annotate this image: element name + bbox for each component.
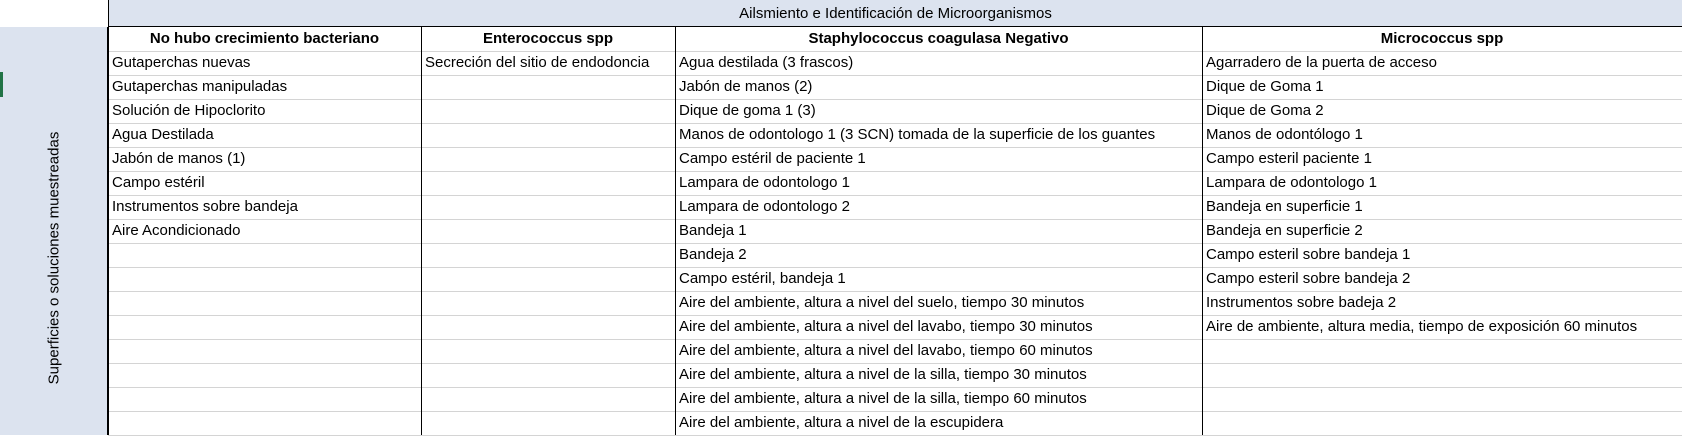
table-cell[interactable]: Bandeja 2 <box>679 246 747 263</box>
table-cell[interactable]: Instrumentos sobre bandeja <box>112 198 298 215</box>
table-cell[interactable]: Campo estéril, bandeja 1 <box>679 270 846 287</box>
table-cell[interactable]: Aire del ambiente, altura a nivel del suelo, tiempo 30 minutos <box>679 294 1085 311</box>
table-cell[interactable]: Agua Destilada <box>112 126 214 143</box>
column-header[interactable]: Micrococcus spp <box>1380 30 1504 47</box>
table-cell[interactable]: Lampara de odontologo 2 <box>679 198 850 215</box>
table-cell[interactable]: Aire del ambiente, altura a nivel de la silla, tiempo 30 minutos <box>679 366 1087 383</box>
column-header[interactable]: No hubo crecimiento bacteriano <box>149 30 380 47</box>
row-selection-marker <box>0 72 3 97</box>
table-cell[interactable]: Campo estéril de paciente 1 <box>679 150 866 167</box>
table-cell[interactable]: Jabón de manos (2) <box>679 78 813 95</box>
corner-cell[interactable] <box>0 0 108 28</box>
table-cell[interactable]: Instrumentos sobre badeja 2 <box>1206 294 1397 311</box>
table-cell[interactable]: Dique de Goma 1 <box>1206 78 1324 95</box>
table-cell[interactable]: Bandeja en superficie 1 <box>1206 198 1363 215</box>
table-cell[interactable]: Aire del ambiente, altura a nivel de la silla, tiempo 60 minutos <box>679 390 1087 407</box>
table-cell[interactable]: Campo esteril paciente 1 <box>1206 150 1372 167</box>
table-cell[interactable]: Gutaperchas manipuladas <box>112 78 288 95</box>
table-cell[interactable]: Bandeja en superficie 2 <box>1206 222 1363 239</box>
table-cell[interactable]: Gutaperchas nuevas <box>112 54 251 71</box>
table-cell[interactable]: Solución de Hipoclorito <box>112 102 266 119</box>
column-header[interactable]: Enterococcus spp <box>482 30 614 47</box>
table-cell[interactable]: Agua destilada (3 frascos) <box>679 54 854 71</box>
table-cell[interactable]: Aire del ambiente, altura a nivel del lavabo, tiempo 60 minutos <box>679 342 1093 359</box>
column-header[interactable]: Staphylococcus coagulasa Negativo <box>808 30 1069 47</box>
column-border <box>421 27 422 435</box>
table-title[interactable]: Ailsmiento e Identificación de Microorganismos <box>108 0 1682 27</box>
table-cell[interactable]: Agarradero de la puerta de acceso <box>1206 54 1437 71</box>
table-cell[interactable]: Aire del ambiente, altura a nivel de la escupidera <box>679 414 1004 431</box>
table-cell[interactable]: Jabón de manos (1) <box>112 150 246 167</box>
table-cell[interactable]: Aire del ambiente, altura a nivel del lavabo, tiempo 30 minutos <box>679 318 1093 335</box>
table-cell[interactable]: Campo estéril <box>112 174 205 191</box>
table-cell[interactable]: Manos de odontologo 1 (3 SCN) tomada de la superficie de los guantes <box>679 126 1156 143</box>
table-cell[interactable]: Dique de Goma 2 <box>1206 102 1324 119</box>
table-cell[interactable]: Campo esteril sobre bandeja 1 <box>1206 246 1411 263</box>
table-cell[interactable]: Aire Acondicionado <box>112 222 241 239</box>
table-cell[interactable]: Lampara de odontologo 1 <box>679 174 850 191</box>
table-cell[interactable]: Campo esteril sobre bandeja 2 <box>1206 270 1411 287</box>
table-cell[interactable]: Dique de goma 1 (3) <box>679 102 816 119</box>
table-cell[interactable]: Secreción del sitio de endodoncia <box>425 54 650 71</box>
row-group-label-cell[interactable] <box>0 27 108 435</box>
table-cell[interactable]: Manos de odontólogo 1 <box>1206 126 1363 143</box>
table-cell[interactable]: Bandeja 1 <box>679 222 747 239</box>
table-cell[interactable]: Aire de ambiente, altura media, tiempo de exposición 60 minutos <box>1206 318 1638 335</box>
side-label: Superficies o soluciones muestreadas <box>45 131 63 385</box>
table-cell[interactable]: Lampara de odontologo 1 <box>1206 174 1377 191</box>
